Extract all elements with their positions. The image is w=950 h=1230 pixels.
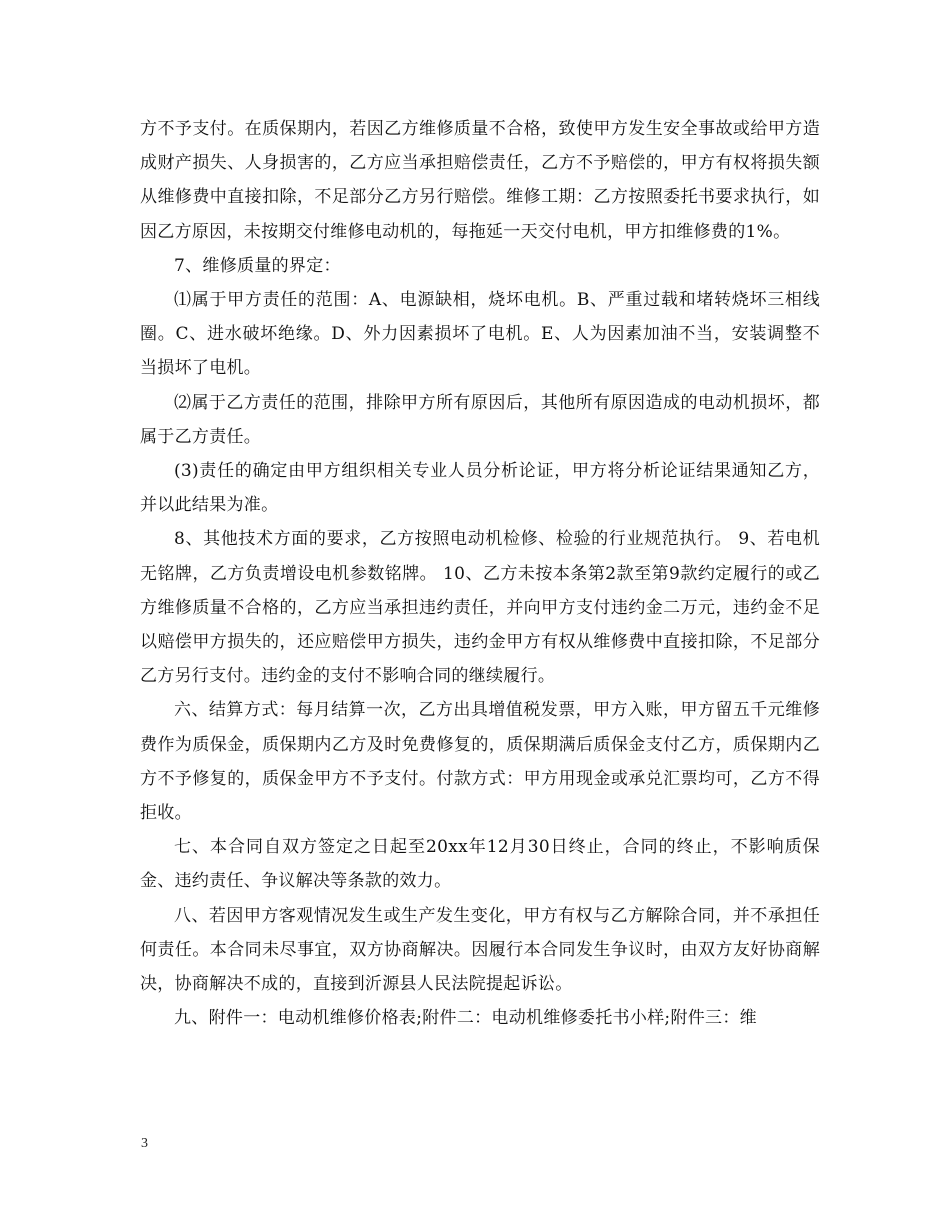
paragraph-clause-8-10: 8、其他技术方面的要求，乙方按照电动机检修、检验的行业规范执行。 9、若电机无铭牌，乙方负责增设电机参数铭牌。 10、乙方未按本条第2款至第9款约定履行的或乙方维修质量不合格的，乙方应当承担违约责任，并向甲方支付违约金二万元，违约金不足以赔偿甲方损失的，还应赔偿甲方损失，违约金甲方有权从维修费中直接扣除，不足部分乙方另行支付。违约金的支付不影响合同的继续履行。 <box>140 529 820 687</box>
paragraph-section-7: 七、本合同自双方签定之日起至20xx年12月30日终止，合同的终止，不影响质保金、违约责任、争议解决等条款的效力。 <box>140 837 820 892</box>
paragraph-clause-7-3: (3)责任的确定由甲方组织相关专业人员分析论证，甲方将分析论证结果通知乙方，并以此结果为准。 <box>140 461 820 516</box>
paragraph-continuation: 方不予支付。在质保期内，若因乙方维修质量不合格，致使甲方发生安全事故或给甲方造成财产损失、人身损害的，乙方应当承担赔偿责任，乙方不予赔偿的，甲方有权将损失额从维修费中直接扣除，不足部分乙方另行赔偿。维修工期：乙方按照委托书要求执行，如因乙方原因，未按期交付维修电动机的，每拖延一天交付电机，甲方扣维修费的1%。 <box>140 119 820 242</box>
paragraph-section-6: 六、结算方式：每月结算一次，乙方出具增值税发票，甲方入账，甲方留五千元维修费作为质保金，质保期内乙方及时免费修复的，质保期满后质保金支付乙方，质保期内乙方不予修复的，质保金甲方不予支付。付款方式：甲方用现金或承兑汇票均可，乙方不得拒收。 <box>140 700 820 824</box>
paragraph-clause-7: 7、维修质量的界定： <box>174 255 341 276</box>
page-number: 3 <box>141 1136 148 1151</box>
paragraph-section-8: 八、若因甲方客观情况发生或生产发生变化，甲方有权与乙方解除合同，并不承担任何责任。本合同未尽事宜，双方协商解决。因履行本合同发生争议时，由双方友好协商解决，协商解决不成的，直接到沂源县人民法院提起诉讼。 <box>140 905 820 995</box>
paragraph-section-9: 九、附件一：电动机维修价格表;附件二：电动机维修委托书小样;附件三：维 <box>174 1008 757 1029</box>
document-body <box>140 112 820 1035</box>
paragraph-clause-7-1: ⑴属于甲方责任的范围：A、电源缺相，烧坏电机。B、严重过载和堵转烧坏三相线圈。C、进水破坏绝缘。D、外力因素损坏了电机。E、人为因素加油不当，安装调整不当损坏了电机。 <box>140 290 820 379</box>
paragraph-clause-7-2: ⑵属于乙方责任的范围，排除甲方所有原因后，其他所有原因造成的电动机损坏，都属于乙方责任。 <box>140 392 820 447</box>
